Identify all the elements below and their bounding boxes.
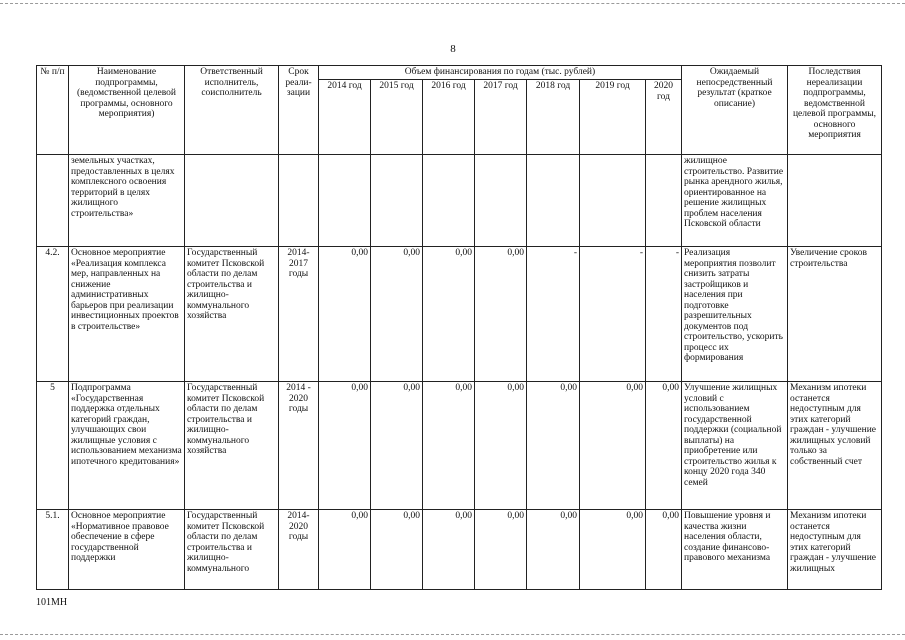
funding-table <box>36 65 882 590</box>
row-value: 0,00 <box>527 382 580 510</box>
row-value: 0,00 <box>475 382 527 510</box>
header-year: 2018 год <box>527 80 580 155</box>
header-row-top <box>37 66 882 80</box>
row-value: - <box>646 247 682 382</box>
row-value <box>580 155 646 247</box>
row-responsible: Государственный комитет Псковской области по делам строительства и жилищно-коммунального хозяйства <box>185 247 279 382</box>
row-responsible: Государственный комитет Псковской области по делам строительства и жилищно-коммунального <box>185 510 279 590</box>
row-value: 0,00 <box>319 247 371 382</box>
row-expected: жилищное строительство. Развитие рынка арендного жилья, ориентированное на решение жилищных проблем населения Псковской области <box>682 155 788 247</box>
row-term: 2014-2020 годы <box>279 510 319 590</box>
row-expected: Улучшение жилищных условий с использованием государственной поддержки (социальной выплаты) на приобретение или строительство жилья к концу 2020 года 340 семей <box>682 382 788 510</box>
row-value: 0,00 <box>527 510 580 590</box>
row-expected: Повышение уровня и качества жизни населения области, создание финансово-правового механизма <box>682 510 788 590</box>
header-responsible: Ответственный исполнитель, соисполнитель <box>185 66 279 155</box>
header-no: № п/п <box>37 66 69 155</box>
header-year: 2014 год <box>319 80 371 155</box>
row-no: 5.1. <box>37 510 69 590</box>
row-value: 0,00 <box>319 382 371 510</box>
row-value: 0,00 <box>646 382 682 510</box>
row-name: земельных участках, предоставленных в целях комплексного освоения территорий в целях жилищного строительства» <box>69 155 185 247</box>
row-value: 0,00 <box>580 510 646 590</box>
row-value <box>371 155 423 247</box>
header-term: Срок реали-зации <box>279 66 319 155</box>
page-number: 8 <box>450 43 456 55</box>
row-value: 0,00 <box>371 247 423 382</box>
row-name: Основное мероприятие «Реализация комплекса мер, направленных на снижение административных барьеров при реализации инвестиционных проектов в строительстве» <box>69 247 185 382</box>
row-value: 0,00 <box>475 510 527 590</box>
header-year: 2017 год <box>475 80 527 155</box>
row-term <box>279 155 319 247</box>
table-row <box>37 510 882 590</box>
header-funding: Объем финансирования по годам (тыс. рублей) <box>319 66 682 80</box>
row-value: 0,00 <box>423 510 475 590</box>
header-expected: Ожидаемый непосредственный результат (краткое описание) <box>682 66 788 155</box>
header-year: 2016 год <box>423 80 475 155</box>
header-year: 2019 год <box>580 80 646 155</box>
row-value: 0,00 <box>475 247 527 382</box>
row-consequences: Увеличение сроков строительства <box>788 247 882 382</box>
row-consequences: Механизм ипотеки останется недоступным для этих категорий граждан - улучшение жилищных <box>788 510 882 590</box>
row-value: - <box>527 247 580 382</box>
row-value <box>475 155 527 247</box>
scan-edge-bottom <box>0 634 905 635</box>
row-responsible <box>185 155 279 247</box>
table-row <box>37 247 882 382</box>
row-consequences <box>788 155 882 247</box>
row-value <box>423 155 475 247</box>
row-value <box>527 155 580 247</box>
scan-edge-top <box>0 3 905 4</box>
footer-code: 101МН <box>36 597 68 608</box>
row-value: 0,00 <box>371 510 423 590</box>
row-value: 0,00 <box>319 510 371 590</box>
header-year: 2020 год <box>646 80 682 155</box>
row-term: 2014-2017 годы <box>279 247 319 382</box>
row-value: 0,00 <box>423 382 475 510</box>
row-term: 2014 - 2020 годы <box>279 382 319 510</box>
table-row <box>37 155 882 247</box>
row-value: - <box>580 247 646 382</box>
row-no: 4.2. <box>37 247 69 382</box>
row-value <box>646 155 682 247</box>
row-value <box>319 155 371 247</box>
row-value: 0,00 <box>371 382 423 510</box>
header-consequences: Последствия нереализации подпрограммы, ведомственной целевой программы, основного мероприятия <box>788 66 882 155</box>
row-responsible: Государственный комитет Псковской области по делам строительства и жилищно-коммунального хозяйства <box>185 382 279 510</box>
row-name: Основное мероприятие «Нормативное правовое обеспечение в сфере государственной поддержки <box>69 510 185 590</box>
row-expected: Реализация мероприятия позволит снизить затраты застройщиков и населения при подготовке разрешительных документов под строительство, ускорить процесс их формирования <box>682 247 788 382</box>
row-value: 0,00 <box>580 382 646 510</box>
row-value: 0,00 <box>646 510 682 590</box>
row-value: 0,00 <box>423 247 475 382</box>
header-name: Наименование подпрограммы, (ведомственной целевой программы, основного мероприятия) <box>69 66 185 155</box>
header-year: 2015 год <box>371 80 423 155</box>
table-row <box>37 382 882 510</box>
row-consequences: Механизм ипотеки останется недоступным для этих категорий граждан - улучшение жилищных условий только за собственный счет <box>788 382 882 510</box>
row-no <box>37 155 69 247</box>
row-name: Подпрограмма «Государственная поддержка отдельных категорий граждан, улучшающих свои жилищные условия с использованием механизма ипотечного кредитования» <box>69 382 185 510</box>
row-no: 5 <box>37 382 69 510</box>
